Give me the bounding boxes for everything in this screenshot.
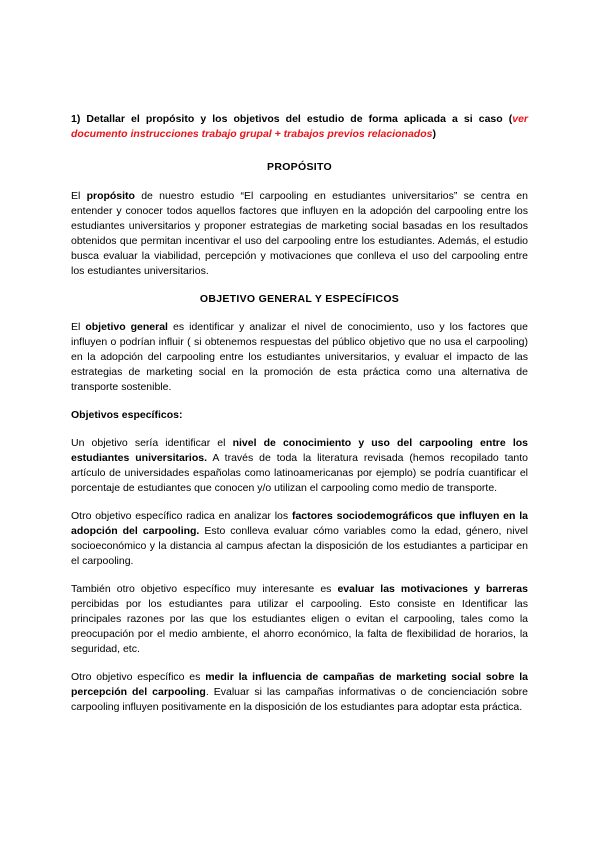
bold-run: propósito bbox=[86, 190, 135, 202]
task-reference-note: ver documento instrucciones trabajo grupal + trabajos previos relacionados bbox=[71, 113, 528, 140]
text-run: . Evaluar si las campañas informativas o de concienciación sobre carpooling influyen positivamente en la disposición de los estudiantes para adoptar esta práctica. bbox=[71, 686, 528, 713]
text-run: de nuestro estudio “El carpooling en estudiantes universitarios” se centra en entender y conocer todos aquellos factores que influyen en la adopción del carpooling entre los estudiantes universitarios y proponer estrategias de marketing social basadas en los resultados obtenidos que permitan incentivar el uso del carpooling entre los estudiantes. Además, el estudio busca evaluar la viabilidad, percepción y motivaciones que conlleva el uso del carpooling entre los estudiantes universitarios. bbox=[71, 190, 528, 277]
objetivos-especificos-heading: Objetivos específicos: bbox=[71, 409, 183, 421]
objetivo-especifico-3 bbox=[71, 582, 528, 657]
text-run: Un objetivo sería identificar el bbox=[71, 437, 233, 449]
heading-objetivos: OBJETIVO GENERAL Y ESPECÍFICOS bbox=[199, 293, 400, 305]
text-run: percibidas por los estudiantes para utilizar el carpooling. Esto consiste en Identificar las principales razones por las que los estudiantes eligen o evitan el carpooling, tales como la preocupación por el medio ambiente, el ahorro económico, la falta de flexibilidad de horarios, la seguridad, etc. bbox=[71, 598, 528, 655]
text-run: También otro objetivo específico muy interesante es bbox=[71, 583, 338, 595]
heading-proposito: PROPÓSITO bbox=[267, 161, 332, 173]
text-run: Otro objetivo específico es bbox=[71, 671, 206, 683]
task-prefix: 1) Detallar el propósito y los objetivos del estudio de forma aplicada a si caso ( bbox=[71, 113, 513, 125]
text-run: Esto conlleva evaluar cómo variables como la edad, género, nivel socioeconómico y la distancia al campus afectan la disposición de los estudiantes a participar en el carpooling. bbox=[71, 525, 528, 567]
document-body bbox=[71, 112, 528, 728]
text-run: El bbox=[71, 190, 87, 202]
text-run: es identificar y analizar el nivel de conocimiento, uso y los factores que influyen o podrían influir ( si obtenemos respuestas del público objetivo que no usa el carpooling) en la adopción del carpooling entre los estudiantes universitarios, y evaluar el impacto de las estrategias de marketing social en la promoción de esta práctica como una alternativa de transporte sostenible. bbox=[71, 321, 528, 393]
text-run: A través de toda la literatura revisada (hemos recopilado tanto artículo de universidades españolas como latinoamericanas por ejemplo) se podría cuantificar el porcentaje de estudiantes que conocen y/o utilizan el carpooling como medio de transporte. bbox=[71, 452, 528, 494]
text-run: El bbox=[71, 321, 86, 333]
bold-run: factores sociodemográficos que influyen en la adopción del carpooling. bbox=[71, 510, 528, 537]
bold-run: objetivo general bbox=[85, 321, 168, 333]
task-suffix: ) bbox=[432, 128, 436, 140]
task-instruction bbox=[71, 112, 528, 142]
objetivo-especifico-2 bbox=[71, 509, 528, 569]
text-run: Otro objetivo específico radica en analizar los bbox=[71, 510, 292, 522]
objetivo-especifico-4 bbox=[71, 670, 528, 715]
objetivo-general-paragraph bbox=[71, 320, 528, 395]
bold-run: evaluar las motivaciones y barreras bbox=[337, 583, 528, 595]
proposito-paragraph bbox=[71, 189, 528, 279]
bold-run: nivel de conocimiento y uso del carpooling entre los estudiantes universitarios. bbox=[71, 437, 529, 464]
bold-run: medir la influencia de campañas de marketing social sobre la percepción del carpooling bbox=[71, 671, 528, 698]
objetivo-especifico-1 bbox=[71, 436, 528, 496]
